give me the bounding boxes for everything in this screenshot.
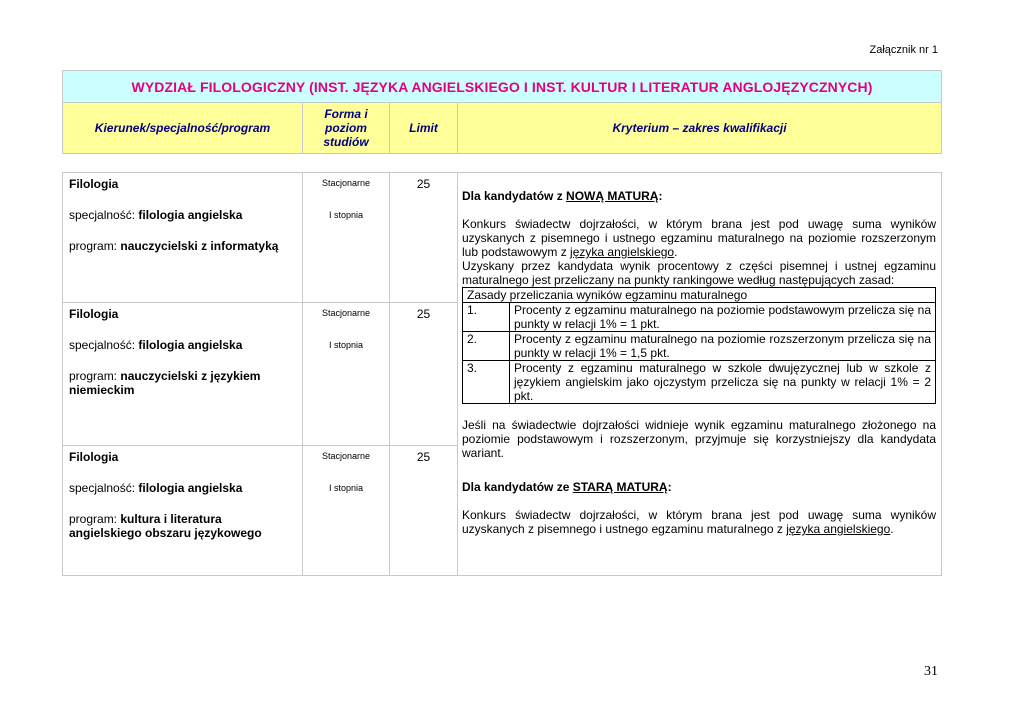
rule-text: Procenty z egzaminu maturalnego na poziomie podstawowym przelicza się na punkty w relacji 1% = 1 pkt. — [510, 303, 936, 332]
program-title: Filologia — [69, 450, 119, 464]
paragraph-text: . — [674, 245, 678, 259]
paragraph-text: . — [890, 522, 894, 536]
program-line — [69, 369, 296, 397]
rule-number: 2. — [463, 332, 510, 361]
program-cell — [63, 446, 303, 575]
rule-text: Procenty z egzaminu maturalnego na poziomie rozszerzonym przelicza się na punkty w relacji 1% = 1,5 pkt. — [510, 332, 936, 361]
limit-cell: 25 — [390, 173, 458, 302]
heading-text: Dla kandydatów z — [462, 189, 567, 203]
program-label: program: — [69, 369, 121, 383]
rules-title: Zasady przeliczania wyników egzaminu maturalnego — [463, 288, 936, 303]
table-row — [63, 173, 458, 303]
program-value: nauczycielski z informatyką — [120, 239, 279, 253]
rule-row — [463, 303, 936, 332]
heading-underlined: STARĄ MATURĄ — [572, 480, 668, 494]
subject-underlined: języka angielskiego — [786, 522, 891, 536]
col-header-form-line: poziom — [324, 121, 367, 135]
program-cell — [63, 303, 303, 445]
page-number: 31 — [924, 664, 938, 679]
specialty-label: specjalność: — [69, 481, 139, 495]
col-header-limit: Limit — [390, 103, 458, 153]
form-cell — [303, 446, 390, 575]
heading-text: Dla kandydatów ze — [462, 480, 573, 494]
program-title: Filologia — [69, 177, 119, 191]
limit-cell: 25 — [390, 446, 458, 575]
specialty-value: filologia angielska — [138, 208, 243, 222]
rule-row — [463, 332, 936, 361]
specialty-value: filologia angielska — [138, 481, 243, 495]
form-cell — [303, 303, 390, 445]
table-row — [63, 303, 458, 446]
specialty-value: filologia angielska — [138, 338, 243, 352]
program-line — [69, 239, 296, 253]
subject-underlined: języka angielskiego — [570, 245, 675, 259]
old-matura-paragraph — [462, 508, 936, 536]
col-header-form-line: Forma i — [324, 107, 368, 121]
program-title: Filologia — [69, 307, 119, 321]
rule-text: Procenty z egzaminu maturalnego w szkole dwujęzycznej lub w szkole z językiem angielskim jako ojczystym przelicza się na punkty w relacji 1% = 2 pkt. — [510, 361, 936, 404]
annex-label: Załącznik nr 1 — [869, 44, 938, 56]
col-header-form-line: studiów — [323, 135, 369, 149]
specialty-line — [69, 338, 296, 352]
heading-text: : — [667, 480, 672, 494]
heading-underlined: NOWĄ MATURĄ — [566, 189, 659, 203]
specialty-line — [69, 481, 296, 495]
heading-text: : — [658, 189, 663, 203]
criteria-cell — [458, 173, 941, 575]
program-value: kultura i literatura angielskiego obszaru językowego — [69, 512, 262, 540]
study-level: I stopnia — [328, 210, 364, 220]
rule-number: 3. — [463, 361, 510, 404]
study-form: Stacjonarne — [321, 451, 371, 461]
paragraph-text: Konkurs świadectw dojrzałości, w którym brana jest pod uwagę suma wyników uzyskanych z pisemnego i ustnego egzaminu maturalnego z — [462, 508, 936, 536]
table-row — [63, 446, 458, 575]
paragraph-text: Konkurs świadectw dojrzałości, w którym brana jest pod uwagę suma wyników uzyskanych z pisemnego i ustnego egzaminu maturalnego na poziomie rozszerzonym lub podstawowym z — [462, 217, 936, 259]
col-header-form — [303, 103, 390, 153]
conversion-rules-table — [462, 287, 936, 404]
col-header-program: Kierunek/specjalność/program — [63, 103, 303, 153]
specialty-label: specjalność: — [69, 208, 139, 222]
program-label: program: — [69, 239, 121, 253]
study-level: I stopnia — [328, 340, 364, 350]
table-body — [62, 172, 942, 576]
limit-cell: 25 — [390, 303, 458, 445]
specialty-label: specjalność: — [69, 338, 139, 352]
table-header — [62, 70, 942, 154]
program-cell — [63, 173, 303, 302]
program-value: nauczycielski z językiem niemieckim — [69, 369, 261, 397]
study-level: I stopnia — [328, 483, 364, 493]
program-line — [69, 512, 296, 540]
old-matura-heading — [462, 480, 936, 494]
column-headers — [63, 103, 941, 153]
conversion-paragraph: Uzyskany przez kandydata wynik procentowy z części pisemnej i ustnej egzaminu maturalnego jest przeliczany na punkty rankingowe według następujących zasad: — [462, 259, 936, 287]
specialty-line — [69, 208, 296, 222]
study-form: Stacjonarne — [321, 178, 371, 188]
faculty-title: WYDZIAŁ FILOLOGICZNY (INST. JĘZYKA ANGIELSKIEGO I INST. KULTUR I LITERATUR ANGLOJĘZYCZNYCH) — [63, 71, 941, 103]
rule-number: 1. — [463, 303, 510, 332]
rule-row — [463, 361, 936, 404]
study-form: Stacjonarne — [321, 308, 371, 318]
programs-column — [63, 173, 458, 575]
best-variant-paragraph: Jeśli na świadectwie dojrzałości widnieje wynik egzaminu maturalnego złożonego na poziomie podstawowym i rozszerzonym, przyjmuje się korzystniejszy dla kandydata wariant. — [462, 418, 936, 460]
new-matura-paragraph — [462, 217, 936, 259]
new-matura-heading — [462, 189, 936, 203]
form-cell — [303, 173, 390, 302]
col-header-criteria: Kryterium – zakres kwalifikacji — [612, 121, 787, 135]
program-label: program: — [69, 512, 121, 526]
